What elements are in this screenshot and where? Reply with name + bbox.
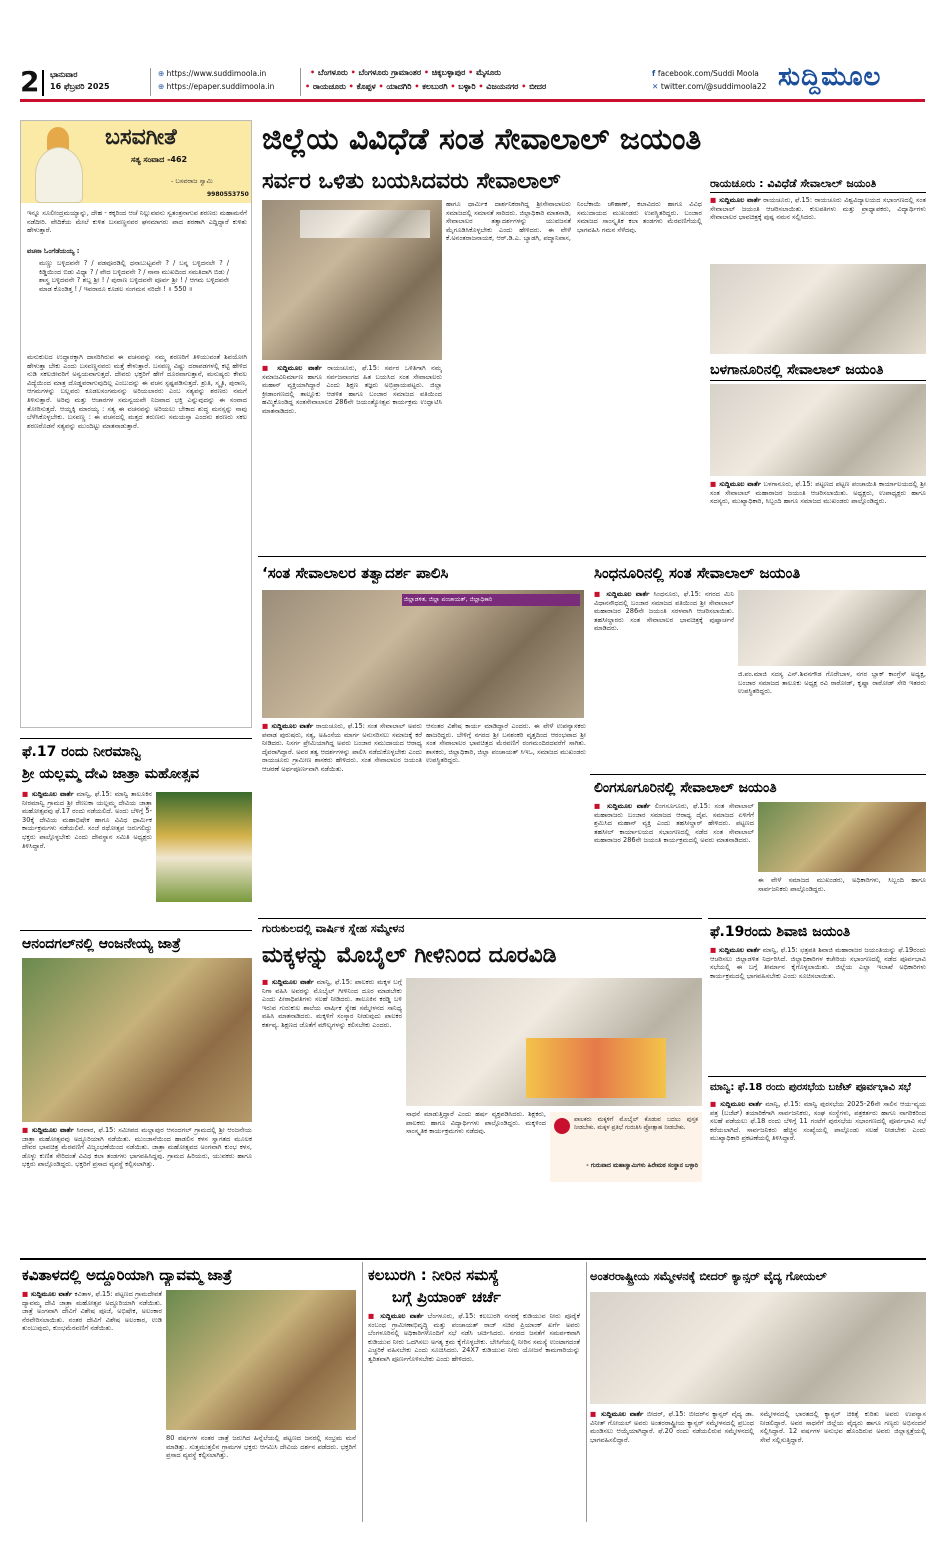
main-photo-banner (300, 210, 430, 238)
budget-body: ■ ಸುದ್ದಿಮೂಲ ವಾರ್ತೆ ಮಾನ್ವಿ, ಫೆ.15: ಮಾನ್ವಿ ಪುರಸಭೆಯ 2025-26ನೇ ಸಾಲಿನ ಆಯ-ವ್ಯಯ ಪತ್ರ (ಬಜೆಟ್) ತಯಾರಿಕೆಗಾಗಿ ಸಾರ್ವಜನಿಕರು, ಸಂಘ ಸಂಸ್ಥೆಗಳು, ಪತ್ರಕರ್ತರು ಹಾಗೂ ನಾಗರಿಕರಿಂದ ಸಲಹೆ ಪಡೆಯಲು ಫೆ.18 ರಂದು ಬೆಳಿಗ್ಗೆ 11 ಗಂಟೆಗೆ ಪುರಸಭೆಯ ಸಭಾಂಗಣದಲ್ಲಿ ಪೂರ್ವಭಾವಿ ಸಭೆ ಕರೆಯಲಾಗಿದೆ. ಸಾರ್ವಜನಿಕರು ಹೆಚ್ಚಿನ ಸಂಖ್ಯೆಯಲ್ಲಿ ಪಾಲ್ಗೊಂಡು ಸಲಹೆ ನೀಡಬೇಕು ಎಂದು ಮುಖ್ಯಾಧಿಕಾರಿ ಪ್ರಕಟಣೆಯಲ್ಲಿ ತಿಳಿಸಿದ್ದಾರೆ. (710, 1100, 926, 1143)
balaganur-photo (710, 384, 926, 476)
beedar-col1: ■ ಸುದ್ದಿಮೂಲ ವಾರ್ತೆ ಬೀದರ್, ಫೆ.15: ಬೀದರ್‌ನ ಕ್ಯಾನ್ಸರ್ ವೈದ್ಯ ಡಾ. ವಿನೀತ್ ಗೋಯಲ್ ಅವರು ಅಂತರರಾಷ್ಟ್ರೀಯ ಕ್ಯಾನ್ಸರ್ ಸಮ್ಮೇಳನದಲ್ಲಿ ಪ್ರಬಂಧ ಮಂಡಿಸಲು ಆಯ್ಕೆಯಾಗಿದ್ದಾರೆ. ಫೆ.20 ರಂದು ನಡೆಯಲಿರುವ ಸಮ್ಮೇಳನದಲ್ಲಿ ಭಾಗವಹಿಸಲಿದ್ದಾರೆ. (590, 1410, 754, 1444)
sindhanur-col2: ಜಿ.ಪಂ.ಮಾಜಿ ಸದಸ್ಯ ಎನ್.ಶಿವನಗೌಡ ಗೊರೇಬಾಳ, ನಗರ ಬ್ಲಾಕ್ ಕಾಂಗ್ರೆಸ್ ಅಧ್ಯಕ್ಷ, ಬಂಜಾರ ಸಮಾಜದ ತಾಲೂಕು ಅಧ್ಯಕ್ಷ ರವಿ ರಾಠೋಡ್, ಕೃಷ್ಣಾ ರಾಠೋಡ್ ಸೇರಿ ಇತರರು ಉಪಸ್ಥಿತರಿದ್ದರು. (738, 670, 926, 696)
basava-banner (21, 121, 251, 203)
bullet-icon: ■ (22, 790, 29, 798)
byline: ■ ಸುದ್ದಿಮೂಲ ವಾರ್ತೆ (594, 802, 651, 810)
region-nav-bullet: • (447, 82, 459, 91)
mobile-photo (406, 978, 702, 1106)
main-col1: ■ ಸುದ್ದಿಮೂಲ ವಾರ್ತೆ ರಾಯಚೂರು, ಫೆ.15: ಸರ್ವರ ಒಳಿತಿಗಾಗಿ ನಮ್ಮ ಸಮಾಜವಿನಿರ್ಮಾಣ ಹಾಗೂ ಸರ್ವಜನಾಂಗದ ಹಿತ ಬಯಸಿದ ಸಂತ ಸೇವಾಲಾಲರು ಮಹಾನ್ ವ್ಯಕ್ತಿಯಾಗಿದ್ದಾರೆ ಎಂದು ಶಿಕ್ಷಣ ತಜ್ಞರು ಅಭಿಪ್ರಾಯಪಟ್ಟರು. ಜಿಲ್ಲಾ ಕ್ರೀಡಾಂಗಣದಲ್ಲಿ ತಾಲ್ಲೂಕು ಆಡಳಿತ ಹಾಗೂ ಬಂಜಾರ ಸಮಾಜದ ವತಿಯಿಂದ ಹಮ್ಮಿಕೊಂಡಿದ್ದ ಸಂತಸೇವಾಲಾಲರ 286ನೇ ಜಯಂತ್ಯೋತ್ಸವ ಕಾರ್ಯಕ್ರಮ ಉದ್ಘಾಟಿಸಿ ಮಾತನಾಡಿದರು. (262, 364, 442, 415)
region-nav-bullet: • (305, 82, 313, 91)
region-nav-item[interactable]: ಬೀದರ (529, 82, 547, 91)
section-divider (258, 556, 926, 557)
yallamma-headline-1: ಫೆ.17 ರಂದು ನೀರಮಾನ್ವಿ (22, 744, 141, 760)
byline: ■ ಸುದ್ದಿಮೂಲ ವಾರ್ತೆ (22, 1126, 74, 1134)
region-nav-bullet: • (375, 82, 387, 91)
byline: ■ ಸುದ್ದಿಮೂಲ ವಾರ್ತೆ (262, 722, 314, 730)
byline: ■ ಸುದ್ದಿಮೂಲ ವಾರ್ತೆ (368, 1312, 424, 1320)
region-nav-item[interactable]: ಮೈಸೂರು (476, 68, 501, 77)
region-nav-item[interactable]: ಬಳ್ಳಾರಿ (458, 82, 476, 91)
bullet-icon: ■ (710, 946, 717, 954)
section-divider (590, 774, 926, 775)
byline: ■ ಸುದ್ದಿಮೂಲ ವಾರ್ತೆ (262, 364, 322, 372)
logo: ಸುದ್ದಿಮೂಲ (778, 62, 882, 92)
mobile-col1: ■ ಸುದ್ದಿಮೂಲ ವಾರ್ತೆ ಮಾನ್ವಿ, ಫೆ.15: ಪಾಲಕರು ಮಕ್ಕಳ ಬಗ್ಗೆ ನಿಗಾ ವಹಿಸಿ ಅವರನ್ನು ಮೊಬೈಲ್ ಗೀಳಿನಿಂದ ದೂರ ಮಾಡಬೇಕು ಎಂದು ಪೀಠಾಧಿಪತಿಗಳು ಸಲಹೆ ನೀಡಿದರು. ತಾಲೂಕಿನ ಕರಡ್ಡಿ ಬಳಿ ಇರುವ ಗುರುಕುಲ ಶಾಲೆಯ ವಾರ್ಷಿಕ ಸ್ನೇಹ ಸಮ್ಮೇಳನದ ಸಾನಿಧ್ಯ ವಹಿಸಿ ಮಾತನಾಡಿದರು. ಮಕ್ಕಳಿಗೆ ಸಂಸ್ಕಾರ ನೀಡುವುದು ಪಾಲಕರ ಕರ್ತವ್ಯ. ಶಿಕ್ಷಣದ ಜೊತೆಗೆ ಮೌಲ್ಯಗಳನ್ನು ಕಲಿಸಬೇಕು ಎಂದರು. (262, 978, 402, 1029)
section-divider (708, 918, 926, 919)
bullet-icon: ■ (22, 1126, 29, 1134)
section-divider (258, 918, 702, 919)
kalaburagi-headline-2: ಬಗ್ಗೆ ಪ್ರಿಯಾಂಕ್ ಚರ್ಚೆ (392, 1288, 501, 1306)
raichur-photo (710, 264, 926, 354)
bullet-icon: ■ (710, 196, 717, 204)
basava-body-intro: ಇನ್ನೂ ಸೂಲೀಂದ್ರಮಯ್ಯಾನ್ನು, ದೇಹ - ಕಕ್ಕರಿಂದ ಆಚೆ ನಿಲ್ಲುವವನು ಸ್ವತಂತ್ರನಾಗುವ ಶರಣರು ಮಹಾಮನೆಗೆ ನಡೆದೀರಿ. ವೇದಿಕೆಯ ಮೇಲೆ ಕುಳಿತ ಬಸವಣ್ಣನವರ ಘನಮಾಗರು ಪಾದ ಶರಣಾಗಿ ಎದ್ದಿದ್ದಾರೆ ಕುಳಿತು ಹೇಳುತ್ತಾರೆ. (27, 209, 247, 235)
tatva-photo (262, 590, 584, 718)
mobile-col2: ಸಾಧನೆ ಮಾಡುತ್ತಿದ್ದಾರೆ ಎಂದು ಹರ್ಷ ವ್ಯಕ್ತಪಡಿಸಿದರು. ಶಿಕ್ಷಕರು, ಪಾಲಕರು ಹಾಗೂ ವಿದ್ಯಾರ್ಥಿಗಳು ಪಾಲ್ಗೊಂಡಿದ್ದರು. ಮಕ್ಕಳಿಂದ ಸಾಂಸ್ಕೃತಿಕ ಕಾರ್ಯಕ್ರಮಗಳು ನಡೆದವು. (406, 1110, 546, 1136)
byline: ■ ಸುದ್ದಿಮೂಲ ವಾರ್ತೆ (22, 790, 74, 798)
mobile-headline: ಮಕ್ಕಳನ್ನು ಮೊಬೈಲ್ ಗೀಳಿನಿಂದ ದೂರವಿಡಿ (262, 943, 557, 968)
section-divider (20, 930, 252, 931)
issue-day: ಭಾನುವಾರ (50, 70, 78, 79)
saint-figure (27, 127, 91, 201)
region-nav-item[interactable]: ಚಿಕ್ಕಬಳ್ಳಾಪುರ (431, 68, 466, 77)
sindhanur-col1: ■ ಸುದ್ದಿಮೂಲ ವಾರ್ತೆ ಸಿಂಧನೂರು, ಫೆ.15: ನಗರದ ಮಿನಿ ವಿಧಾನಸೌಧದಲ್ಲಿ ಬಂಜಾರ ಸಮಾಜದ ವತಿಯಿಂದ ಶ್ರೀ ಸೇವಾಲಾಲ್ ಮಹಾರಾಜರ 286ನೇ ಜಯಂತಿ ಸರಳವಾಗಿ ಆಚರಿಸಲಾಯಿತು. ತಹಸೀಲ್ದಾರರು ಸಂತ ಸೇವಾಲಾಲರ ಭಾವಚಿತ್ರಕ್ಕೆ ಪುಷ್ಪಾರ್ಚನೆ ಮಾಡಿದರು. (594, 590, 734, 633)
byline: ■ ಸುದ್ದಿಮೂಲ ವಾರ್ತೆ (590, 1410, 644, 1418)
bullet-icon: ■ (594, 802, 603, 810)
byline: ■ ಸುದ್ದಿಮೂಲ ವಾರ್ತೆ (710, 196, 761, 204)
region-nav-bullet: • (421, 68, 432, 77)
lingasugur-col2: ಈ ವೇಳೆ ಸಮಾಜದ ಮುಖಂಡರು, ಅಧಿಕಾರಿಗಳು, ಸಿಬ್ಬಂದಿ ಹಾಗೂ ಸಾರ್ವಜನಿಕರು ಪಾಲ್ಗೊಂಡಿದ್ದರು. (758, 876, 926, 893)
byline: ■ ಸುದ್ದಿಮೂಲ ವಾರ್ತೆ (22, 1290, 73, 1298)
main-subhead: ಸರ್ವರ ಒಳಿತು ಬಯಸಿದವರು ಸೇವಾಲಾಲ್ (262, 169, 561, 194)
section-divider (708, 1076, 926, 1077)
sindhanur-photo (738, 590, 926, 666)
tatva-banner: ಜಿಲ್ಲಾಡಳಿತ, ಜಿಲ್ಲಾ ಪಂಚಾಯತ್, ಜಿಲ್ಲಾಧಿಕಾರಿ (402, 594, 580, 606)
lingasugur-photo (758, 802, 926, 872)
region-nav-bullet: • (518, 82, 530, 91)
main-col2: ಹಾಗೂ ಧಾರ್ಮಿಕ ದಾರ್ಶನಿಕರಾಗಿದ್ದ ಶ್ರೀಸೇವಾಲಾಲರು ಸಮಾಜದಲ್ಲಿ ಸಮಾನತೆ ಸಾರಿದರು. ಜಿಲ್ಲಾಧಿಕಾರಿ ಮಾತನಾಡಿ, ಸೇವಾಲಾಲರ ತತ್ವಾದರ್ಶಗಳನ್ನು ಯುವಜನತೆ ಮೈಗೂಡಿಸಿಕೊಳ್ಳಬೇಕು ಎಂದು ಹೇಳಿದರು. ಈ ವೇಳೆ ಕೆ.ಅನಂತರಾಜನಾಯಕ, ಆರ್.ಡಿ.ಎ. ಬ್ಯಾಡಗಿ, ಪದ್ಮಾನಿವಾಸ, ನಿಂಬೆಕಾಯಿ ಚೌಹಾಣ್, ಕಲಾವಿದರು ಹಾಗೂ ವಿವಿಧ ಸಮುದಾಯದ ಮುಖಂಡರು ಉಪಸ್ಥಿತರಿದ್ದರು. ಬಂಜಾರ ಸಮಾಜದ ಸಾಂಸ್ಕೃತಿಕ ಕಲಾ ತಂಡಗಳು ಮೆರವಣಿಗೆಯಲ್ಲಿ ಭಾಗವಹಿಸಿ ಗಮನ ಸೆಳೆದವು. (446, 200, 702, 243)
lingasugur-headline: ಲಿಂಗಸೂಗೂರಿನಲ್ಲಿ ಸೇವಾಲಾಲ್ ಜಯಂತಿ (594, 780, 777, 796)
column-divider (362, 1262, 363, 1522)
region-nav-item[interactable]: ಬೆಂಗಳೂರು ಗ್ರಾಮಾಂತರ (358, 68, 422, 77)
globe-icon: ⊕ (158, 69, 167, 78)
basava-title: ಬಸವಗೀತೆ (105, 125, 177, 150)
byline: ■ ಸುದ್ದಿಮೂಲ ವಾರ್ತೆ (710, 946, 761, 954)
basava-author: - ಬಸವರಾಜ ಸ್ವಾಮಿ (171, 177, 213, 185)
bullet-icon: ■ (22, 1290, 29, 1298)
region-nav-item[interactable]: ರಾಯಚೂರು (312, 82, 346, 91)
url-divider-2 (300, 68, 301, 96)
raichur-body: ■ ಸುದ್ದಿಮೂಲ ವಾರ್ತೆ ರಾಯಚೂರು, ಫೆ.15: ರಾಯಚೂರು ವಿಶ್ವವಿದ್ಯಾಲಯದ ಸಭಾಂಗಣದಲ್ಲಿ ಸಂತ ಸೇವಾಲಾಲ್ ಜಯಂತಿ ಆಚರಿಸಲಾಯಿತು. ಕುಲಪತಿಗಳು ಮತ್ತು ಪ್ರಾಧ್ಯಾಪಕರು, ವಿದ್ಯಾರ್ಥಿಗಳು ಸೇವಾಲಾಲರ ಭಾವಚಿತ್ರಕ್ಕೆ ಪುಷ್ಪ ನಮನ ಸಲ್ಲಿಸಿದರು. (710, 196, 926, 222)
basava-column (20, 120, 252, 728)
region-nav-row2 (305, 82, 546, 92)
dyavamma-col2: 80 ವರ್ಷಗಳ ನಂತರ ಜಾತ್ರೆ ಜರುಗಿದ ಹಿನ್ನೆಲೆಯಲ್ಲಿ ಪಟ್ಟಣದ ಜನರಲ್ಲಿ ಸಂಭ್ರಮ ಮನೆ ಮಾಡಿತ್ತು. ಸುತ್ತಮುತ್ತಲಿನ ಗ್ರಾಮಗಳ ಭಕ್ತರು ಆಗಮಿಸಿ ದೇವಿಯ ದರ್ಶನ ಪಡೆದರು. ಭಕ್ತರಿಗೆ ಪ್ರಸಾದ ವ್ಯವಸ್ಥೆ ಕಲ್ಪಿಸಲಾಗಿತ್ತು. (166, 1434, 356, 1460)
dyavamma-headline: ಕವಿತಾಳದಲ್ಲಿ ಅದ್ದೂರಿಯಾಗಿ ದ್ಯಾವಮ್ಮ ಜಾತ್ರೆ (22, 1266, 233, 1284)
sindhanur-headline: ಸಿಂಧನೂರಿನಲ್ಲಿ ಸಂತ ಸೇವಾಲಾಲ್ ಜಯಂತಿ (594, 564, 801, 582)
region-nav-bullet: • (465, 68, 477, 77)
region-nav-item[interactable]: ಕಲಬುರಗಿ (422, 82, 448, 91)
byline: ■ ಸುದ್ದಿಮೂಲ ವಾರ್ತೆ (710, 1100, 763, 1108)
shivaji-headline: ಫೆ.19ರಂದು ಶಿವಾಜಿ ಜಯಂತಿ (710, 924, 851, 940)
mobile-quote-by: - ಗುರುಪಾದ ಮಹಾಸ್ವಾಮಿಗಳು ಹಿರೇಮಠ ಸಂಸ್ಥಾನ ಬಳ್ಳಾರಿ (586, 1162, 698, 1169)
region-nav-item[interactable]: ಯಾದಗಿರಿ (386, 82, 412, 91)
facebook-link[interactable]: f facebook.com/Suddi Moola (652, 69, 759, 78)
bullet-icon: ■ (262, 722, 269, 730)
tatva-headline: ‘ಸಂತ ಸೇವಾಲಾಲರ ತತ್ವಾದರ್ಶ ಪಾಲಿಸಿ (262, 564, 449, 582)
beedar-headline: ಅಂತರರಾಷ್ಟ್ರೀಯ ಸಮ್ಮೇಳನಕ್ಕೆ ಬೀದರ್ ಕ್ಯಾನ್ಸರ್ ವೈದ್ಯ ಗೋಯಲ್ (590, 1269, 827, 1283)
page-number-divider (42, 70, 44, 96)
region-nav-bullet: • (475, 82, 487, 91)
lingasugur-col1: ■ ಸುದ್ದಿಮೂಲ ವಾರ್ತೆ ಲಿಂಗಸೂಗೂರು, ಫೆ.15: ಸಂತ ಸೇವಾಲಾಲ್ ಮಹಾರಾಜರು ಬಂಜಾರ ಸಮಾಜದ ಆರಾಧ್ಯ ದೈವ. ಸಮಾಜದ ಏಳಿಗೆಗೆ ಶ್ರಮಿಸಿದ ಮಹಾನ್ ವ್ಯಕ್ತಿ ಎಂದು ತಹಸೀಲ್ದಾರ್ ಹೇಳಿದರು. ಪಟ್ಟಣದ ತಹಸೀಲ್ ಕಾರ್ಯಾಲಯದ ಸಭಾಂಗಣದಲ್ಲಿ ನಡೆದ ಸಂತ ಸೇವಾಲಾಲ್ ಮಹಾರಾಜರ 286ನೇ ಜಯಂತಿ ಕಾರ್ಯಕ್ರಮದಲ್ಲಿ ಅವರು ಮಾತನಾಡಿದರು. (594, 802, 754, 845)
main-headline: ಜಿಲ್ಲೆಯ ವಿವಿಧೆಡೆ ಸಂತ ಸೇವಾಲಾಲ್ ಜಯಂತಿ (262, 122, 702, 157)
tatva-col2: ಆನಂತರ ವಿಶೇಷ ಕಾರ್ಯ ಮಾಡಿದ್ದಾರೆ ಎಂದರು. ಈ ವೇಳೆ ಉಪನ್ಯಾಸಕರು ಹಾಜರಿದ್ದರು. ಬೇಳಿಗ್ಗೆ ನಗರದ ಶ್ರೀ ಬನಶಂಕರಿ ವೃತ್ತದಿಂದ ಆರಂಭವಾದ ಶ್ರೀ ಸಂತ ಸೇವಾಲಾಲರ ಭಾವಚಿತ್ರದ ಮೆರವಣಿಗೆ ರಂಗಮಂದಿರದವರೆಗೆ ಸಾಗಿತು. ಶಾಸಕರು, ಜಿಲ್ಲಾಧಿಕಾರಿ, ಜಿಲ್ಲಾ ಪಂಚಾಯತ್ ಸಿಇಒ, ಸಮಾಜದ ಮುಖಂಡರು ಉಪಸ್ಥಿತರಿದ್ದರು. (426, 722, 586, 765)
bullet-icon: ■ (590, 1410, 598, 1418)
website-link[interactable]: ⊕ https://www.suddimoola.in (158, 69, 267, 78)
anjaneya-body: ■ ಸುದ್ದಿಮೂಲ ವಾರ್ತೆ ಸಿರವಾರ, ಫೆ.15: ಸಮೀಪದ ಮಲ್ಲಾಪುರ ಆನಂದಗಲ್ ಗ್ರಾಮದಲ್ಲಿ ಶ್ರೀ ಆಂಜನೇಯ ಜಾತ್ರಾ ಮಹೋತ್ಸವವು ಅದ್ದೂರಿಯಾಗಿ ನಡೆಯಿತು. ಮುಂಜಾನೆಯಿಂದ ಹಾಡಲಿನ ಕಳಸ ಸ್ವಾಗತದ ಮೂಲಕ ದೇವರ ಭಾವಚಿತ್ರ ಮೆರವಣಿಗೆ ವಿಜೃಂಭಣೆಯಿಂದ ನಡೆಯಿತು. ಜಾತ್ರಾ ಮಹೋತ್ಸವದ ಅಂಗವಾಗಿ ಕುಂಭ ಕಳಸ, ಡೊಳ್ಳು ಕುಣಿತ ಸೇರಿದಂತೆ ವಿವಿಧ ಕಲಾ ತಂಡಗಳು ಭಾಗವಹಿಸಿದ್ದವು. ಗ್ರಾಮದ ಹಿರಿಯರು, ಯುವಕರು ಹಾಗೂ ಭಕ್ತರು ಪಾಲ್ಗೊಂಡಿದ್ದರು. ಭಕ್ತರಿಗೆ ಪ್ರಸಾದ ವ್ಯವಸ್ಥೆ ಕಲ್ಪಿಸಲಾಗಿತ್ತು. (22, 1126, 252, 1169)
bullet-icon: ■ (594, 590, 603, 598)
budget-headline: ಮಾನ್ವಿ: ಫೆ.18 ರಂದು ಪುರಸಭೆಯ ಬಜೆಟ್ ಪೂರ್ವಭಾವಿ ಸಭೆ (710, 1082, 911, 1093)
yallamma-deity-photo (156, 792, 252, 902)
region-nav-item[interactable]: ಬೆಂಗಳೂರು (317, 68, 348, 77)
region-nav-item[interactable]: ಕೊಪ್ಪಳ (356, 82, 376, 91)
kalaburagi-headline-1: ಕಲಬುರಗಿ : ನೀರಿನ ಸಮಸ್ಯೆ (368, 1266, 499, 1284)
mobile-quote-box (550, 1112, 702, 1182)
section-divider (20, 1258, 926, 1260)
column-divider (586, 1262, 587, 1522)
yallamma-body: ■ ಸುದ್ದಿಮೂಲ ವಾರ್ತೆ ಮಾನ್ವಿ, ಫೆ.15: ಮಾನ್ವಿ ತಾಲೂಕಿನ ನೀರಮಾನ್ವಿ ಗ್ರಾಮದ ಶ್ರೀ ರೇಣುಕಾ ಯಲ್ಲಮ್ಮ ದೇವಿಯ ಜಾತ್ರಾ ಮಹೋತ್ಸವವು ಫೆ.17 ರಂದು ನಡೆಯಲಿದೆ. ಅಂದು ಬೆಳಿಗ್ಗೆ 5-30ಕ್ಕೆ ದೇವಿಯ ಮಹಾಭಿಷೇಕ ಹಾಗೂ ವಿವಿಧ ಧಾರ್ಮಿಕ ಕಾರ್ಯಕ್ರಮಗಳು ನಡೆಯಲಿವೆ. ಸಂಜೆ ರಥೋತ್ಸವ ಜರುಗಲಿದ್ದು ಭಕ್ತರು ಪಾಲ್ಗೊಳ್ಳಬೇಕು ಎಂದು ದೇವಸ್ಥಾನ ಸಮಿತಿ ಅಧ್ಯಕ್ಷರು ತಿಳಿಸಿದ್ದಾರೆ. (22, 790, 152, 850)
region-nav-row1 (310, 68, 501, 78)
beedar-col2: ಸಮ್ಮೇಳನದಲ್ಲಿ ಭಾರತದಲ್ಲಿ ಕ್ಯಾನ್ಸರ್ ಚಿಕಿತ್ಸೆ ಕುರಿತು ಅವರು ಉಪನ್ಯಾಸ ನೀಡಲಿದ್ದಾರೆ. ಅವರ ಸಾಧನೆಗೆ ಜಿಲ್ಲೆಯ ವೈದ್ಯರು ಹಾಗೂ ಗಣ್ಯರು ಅಭಿನಂದನೆ ಸಲ್ಲಿಸಿದ್ದಾರೆ. 12 ವರ್ಷಗಳ ಅನುಭವ ಹೊಂದಿರುವ ಅವರು ಜಿಲ್ಲಾಸ್ಪತ್ರೆಯಲ್ಲಿ ಸೇವೆ ಸಲ್ಲಿಸುತ್ತಿದ್ದಾರೆ. (760, 1410, 926, 1444)
globe-icon: ⊕ (158, 82, 167, 91)
beedar-photo (590, 1292, 926, 1404)
url-divider (150, 68, 151, 96)
kalaburagi-body: ■ ಸುದ್ದಿಮೂಲ ವಾರ್ತೆ ಬೆಂಗಳೂರು, ಫೆ.15: ಕಲಬುರಗಿ ನಗರಕ್ಕೆ ಕುಡಿಯುವ ನೀರು ಪೂರೈಕೆ ಸಂಬಂಧ ಗ್ರಾಮೀಣಾಭಿವೃದ್ಧಿ ಮತ್ತು ಪಂಚಾಯತ್ ರಾಜ್ ಸಚಿವ ಪ್ರಿಯಾಂಕ್ ಖರ್ಗೆ ಅವರು ಬೆಂಗಳೂರಿನಲ್ಲಿ ಅಧಿಕಾರಿಗಳೊಂದಿಗೆ ಸಭೆ ನಡೆಸಿ ಚರ್ಚಿಸಿದರು. ನಗರದ ಜನತೆಗೆ ಸಮರ್ಪಕವಾಗಿ ಕುಡಿಯುವ ನೀರು ಒದಗಿಸಲು ಅಗತ್ಯ ಕ್ರಮ ಕೈಗೊಳ್ಳಬೇಕು. ಬೇಸಿಗೆಯಲ್ಲಿ ನೀರಿನ ಸಮಸ್ಯೆ ಉಂಟಾಗದಂತೆ ಎಚ್ಚರಿಕೆ ವಹಿಸಬೇಕು ಎಂದು ಸೂಚಿಸಿದರು. 24X7 ಕುಡಿಯುವ ನೀರು ಯೋಜನೆ ಕಾಮಗಾರಿಯನ್ನು ತ್ವರಿತವಾಗಿ ಪೂರ್ಣಗೊಳಿಸಬೇಕು ಎಂದು ಹೇಳಿದರು. (368, 1312, 580, 1363)
dyavamma-photo (166, 1290, 356, 1430)
balaganur-headline: ಬಳಗಾನೂರಿನಲ್ಲಿ ಸೇವಾಲಾಲ್ ಜಯಂತಿ (710, 360, 926, 381)
byline: ■ ಸುದ್ದಿಮೂಲ ವಾರ್ತೆ (262, 978, 314, 986)
shivaji-body: ■ ಸುದ್ದಿಮೂಲ ವಾರ್ತೆ ಮಾನ್ವಿ, ಫೆ.15: ಛತ್ರಪತಿ ಶಿವಾಜಿ ಮಹಾರಾಜರ ಜಯಂತಿಯನ್ನು ಫೆ.19ರಂದು ಆಚರಿಸಲು ಜಿಲ್ಲಾಡಳಿತ ನಿರ್ಧರಿಸಿದೆ. ಜಿಲ್ಲಾಧಿಕಾರಿಗಳ ಕಚೇರಿಯ ಸಭಾಂಗಣದಲ್ಲಿ ನಡೆದ ಪೂರ್ವಭಾವಿ ಸಭೆಯಲ್ಲಿ ಈ ಬಗ್ಗೆ ತೀರ್ಮಾನ ಕೈಗೊಳ್ಳಲಾಯಿತು. ಜಿಲ್ಲೆಯ ಎಲ್ಲಾ ಇಲಾಖೆ ಅಧಿಕಾರಿಗಳು ಕಾರ್ಯಕ್ರಮದಲ್ಲಿ ಭಾಗವಹಿಸಬೇಕು ಎಂದು ಸೂಚಿಸಲಾಯಿತು. (710, 946, 926, 980)
issue-date: 16 ಫೆಬ್ರವರಿ 2025 (50, 82, 110, 91)
basava-body-main: ಮನುಕುಲದ ಉದ್ಧಾರಕ್ಕಾಗಿ ದಾಸರಿಗಿರುವ ಈ ವಚನವನ್ನು ನಮ್ಮ ಶರಣರಿಗೆ ತಿಳಿಯುವಂತೆ ಶಿವಯೋಗಿ ಹೇಳುತ್ತಾ ಬೇಕು ಎಂದು ಬಸವಣ್ಣನವರು ಮತ್ತೆ ಕೇಳುತ್ತಾರೆ. ಬಸವಣ್ಣ ವಿಷ್ಣು ದರಾಪಡಗಳಲ್ಲಿ ಕಟ್ಟಿ ಹೇಳಿದ ನುಡಿ ಸಕಲಜೀವರಿಗೆ ಅನ್ವಯವಾಗುತ್ತದೆ. ದೇವರು ಭಕ್ತರಿಗೆ ಹೇಗೆ ದೂರವಾಗುತ್ತಾನೆ, ಮನುಷ್ಯರು ಕೇವಲ ವಿದ್ಯೆಯಿಂದ ಮಾತ್ರ ದೊಡ್ಡವರಾಗುವುದಿಲ್ಲ ಎಂಬುದನ್ನು ಈ ವಚನ ಸ್ಪಷ್ಟಪಡಿಸುತ್ತದೆ. ಶ್ರುತಿ, ಸ್ಮೃತಿ, ಪುರಾಣ, ಆಗಮಗಳನ್ನು ಬಲ್ಲವರು ಕೂಡಲಸಂಗಮನನ್ನು ಅರಿಯಲಾರರು ಎಂಬ ಸತ್ಯವನ್ನು ಶರಣರು ನಮಗೆ ತಿಳಿಸುತ್ತಾರೆ. ಅರಿವು ಮತ್ತು ಆಚಾರಗಳ ಸಮನ್ವಯವೇ ನಿಜವಾದ ಭಕ್ತಿ ಎನ್ನುವುದನ್ನು ಈ ಸಂವಾದ ತೋರಿಸುತ್ತದೆ. ಆಯ್ದಕ್ಕಿ ಮಾರಯ್ಯ : ಸತ್ಯ ಈ ವಚನವನ್ನು ಅರಿಯಲು ಬೇಕಾದ ಶುದ್ಧ ಮನಸ್ಸನ್ನು ನಾವು ಬೆಳೆಸಿಕೊಳ್ಳಬೇಕು. ಬಸವಣ್ಣ : ಈ ವಚನದಲ್ಲಿ ಮತ್ತದ ತರುಣನು ಸಮಯಸ್ತಾ ಎಂದನು ಶರಣರು ಸಕಲ ಶರಣರೊಡನೆ ಸತ್ಯವನ್ನು ಮುಂದಿಟ್ಟು ಮಾತನಾಡುತ್ತಾರೆ. (27, 353, 247, 430)
mobile-quote: ಪಾಲಕರು ಮಕ್ಕಳಿಗೆ ಮೊಬೈಲ್ ಕೊಡುವ ಬದಲು ಪುಸ್ತಕ ನೀಡಬೇಕು. ಮಕ್ಕಳ ಪ್ರತಿಭೆ ಗುರುತಿಸಿ ಪ್ರೋತ್ಸಾಹ ನೀಡಬೇಕು. (574, 1116, 698, 1131)
region-nav-bullet: • (310, 68, 318, 77)
region-nav-bullet: • (347, 68, 359, 77)
facebook-icon: f (652, 69, 658, 78)
basava-phone: 9980553750 (207, 191, 249, 198)
page-number: 2 (20, 65, 40, 98)
bullet-icon: ■ (710, 1100, 718, 1108)
bullet-icon: ■ (262, 978, 269, 986)
basava-vachana-label: ವಚನಾ ಓಂಗೆಡೆಯಯ್ಯ : (27, 247, 80, 255)
masthead (20, 62, 925, 102)
bullet-icon: ■ (710, 480, 717, 488)
raichur-headline: ರಾಯಚೂರು : ವಿವಿಧೆಡೆ ಸೇವಾಲಾಲ್ ಜಯಂತಿ (710, 176, 926, 193)
byline: ■ ಸುದ್ದಿಮೂಲ ವಾರ್ತೆ (710, 480, 762, 488)
anjaneya-photo (22, 958, 252, 1122)
mobile-kicker: ಗುರುಕುಲದಲ್ಲಿ ವಾರ್ಷಿಕ ಸ್ನೇಹ ಸಮ್ಮೇಳನ (262, 922, 405, 935)
basava-vachana: ಮಣ್ಣು ಬಳ್ಳಿದವನೇ ? / ಪಡವೂರಡಿಲ್ಲಿ ಧನಾಬುಟ್ಟವನೇ ? / ಬನ್ನ ಬಳ್ಳಿದನಲೇ ? / ಕಿಡ್ಡಿಯಿಂದ ಬಿಡು ವಿಧ್ಯಾ ? / ವೇದ ಬಳ್ಳಿದವನೇ ? / ನಾನಾ ಮುಖದಿಂದ ಸಮತಿದಾಗಿ ಬಿಡು / ಶಾಸ್ತ್ರ ಬಳ್ಳಿದವನೇ ? ಶಬ್ದ ಶ್ರೀ ! / ಪುರಾಣ ಬಳ್ಳಿದವನೇ ಪೂರ್ವ ಶ್ರೀ ! / ಆಗಮ ಬಳ್ಳಿದವನೇ ಮಾಡ ಕೊಂಡಿತ್ತ ! / ಇವರಾರೂ ಕೂಡಲ ಸಂಗಮನ ನರಿದೇ ! ॥ 550 ॥ (39, 259, 229, 293)
epaper-link[interactable]: ⊕ https://epaper.suddimoola.in (158, 82, 275, 91)
bullet-icon: ■ (368, 1312, 377, 1320)
yallamma-headline-2: ಶ್ರೀ ಯಲ್ಲಮ್ಮ ದೇವಿ ಜಾತ್ರಾ ಮಹೋತ್ಸವ (22, 766, 200, 782)
region-nav-bullet: • (411, 82, 423, 91)
balaganur-body: ■ ಸುದ್ದಿಮೂಲ ವಾರ್ತೆ ಬಳಗಾನೂರು, ಫೆ.15: ಪಟ್ಟಣದ ಪಟ್ಟಣ ಪಂಚಾಯಿತಿ ಕಾರ್ಯಾಲಯದಲ್ಲಿ ಶ್ರೀ ಸಂತ ಸೇವಾಲಾಲ್ ಮಹಾರಾಜರ ಜಯಂತಿ ಆಚರಿಸಲಾಯಿತು. ಅಧ್ಯಕ್ಷರು, ಉಪಾಧ್ಯಕ್ಷರು ಹಾಗೂ ಸದಸ್ಯರು, ಮುಖ್ಯಾಧಿಕಾರಿ, ಸಿಬ್ಬಂದಿ ಹಾಗೂ ಸಮಾಜದ ಮುಖಂಡರು ಪಾಲ್ಗೊಂಡಿದ್ದರು. (710, 480, 926, 506)
twitter-link[interactable]: ✕ twitter.com/@suddimoola22 (652, 82, 767, 91)
anjaneya-headline: ಆನಂದಗಲ್‌ನಲ್ಲಿ ಆಂಜನೇಯ್ಯ ಜಾತ್ರೆ (22, 936, 181, 952)
region-nav-bullet: • (345, 82, 357, 91)
quote-avatar (554, 1118, 570, 1134)
dyavamma-col1: ■ ಸುದ್ದಿಮೂಲ ವಾರ್ತೆ ಕವಿತಾಳ, ಫೆ.15: ಪಟ್ಟಣದ ಗ್ರಾಮದೇವತೆ ದ್ಯಾವಮ್ಮ ದೇವಿ ಜಾತ್ರಾ ಮಹೋತ್ಸವ ಅದ್ದೂರಿಯಾಗಿ ನಡೆಯಿತು. ಜಾತ್ರೆ ಅಂಗವಾಗಿ ದೇವಿಗೆ ವಿಶೇಷ ಪೂಜೆ, ಅಭಿಷೇಕ, ಅಲಂಕಾರ ನೆರವೇರಿಸಲಾಯಿತು. ನಂತರ ದೇವಿಗೆ ವಿಶೇಷ ಅಲಂಕಾರ, ಉಡಿ ತುಂಬುವುದು, ಕುಂಭಮೆರವಣಿಗೆ ನಡೆಯಿತು. (22, 1290, 162, 1333)
region-nav-item[interactable]: ವಿಜಯನಗರ (486, 82, 519, 91)
basava-subtitle: ಸತ್ಯ ಸಂವಾದ -462 (131, 155, 188, 164)
bullet-icon: ■ (262, 364, 272, 372)
tatva-col1: ■ ಸುದ್ದಿಮೂಲ ವಾರ್ತೆ ರಾಯಚೂರು, ಫೆ.15: ಸಂತ ಸೇವಾಲಾಲ್ ಅವರು ಪವಾಡ ಪುರುಷರು, ಸತ್ಯ, ಅಹಿಂಸೆಯ ಮಾರ್ಗ ಅನುಸರಿಸಲು ಸಮಾಜಕ್ಕೆ ಕರೆ ನೀಡಿದರು. ನಿಸರ್ಗ ಪ್ರೇಮಿಯಾಗಿದ್ದ ಅವರು ಬಂಜಾರ ಸಮುದಾಯದ ಆರಾಧ್ಯ ದೈವರಾಗಿದ್ದಾರೆ. ಅವರ ತತ್ವ ಆದರ್ಶಗಳನ್ನು ಪಾಲಿಸಿ ನಡೆದುಕೊಳ್ಳಬೇಕು ಎಂದು ರಾಯಚೂರು ಗ್ರಾಮೀಣ ಶಾಸಕರು ಹೇಳಿದರು. ಸಂತ ಸೇವಾಲಾಲರ ಜಯಂತಿ ಆಚರಣೆ ಅರ್ಥಪೂರ್ಣವಾಗಿ ನಡೆಯಿತು. (262, 722, 422, 773)
section-divider (20, 738, 252, 739)
twitter-icon: ✕ (652, 82, 661, 91)
byline: ■ ಸುದ್ದಿಮೂಲ ವಾರ್ತೆ (594, 590, 650, 598)
